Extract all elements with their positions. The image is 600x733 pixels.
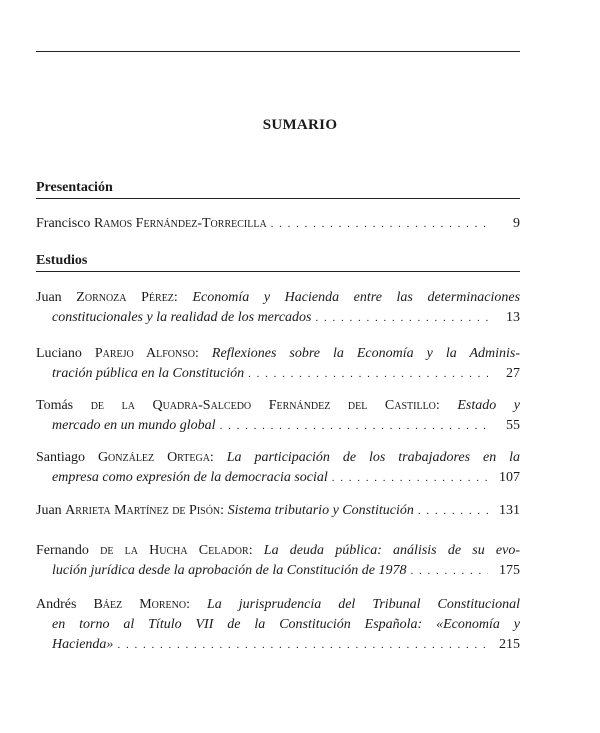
toc-entry[interactable]: Juan Zornoza Pérez: Economía y Hacienda entre las determinaciones constitucionales y la realidad de los mercados . . . 13 [36, 288, 520, 328]
article-title-cont: Hacienda» [52, 637, 114, 652]
toc-entry[interactable]: Andrés Báez Moreno: La jurisprudencia del Tribunal Constitucional en torno al Título VII de la Constitución Española: «Economía y Hacienda» . . . 215 [36, 595, 520, 655]
article-title-cont: lución jurídica desde la aprobación de la Constitución de 1978 [52, 563, 407, 578]
article-title-cont: mercado en un mundo global [52, 418, 216, 433]
leader-dots [418, 501, 488, 521]
article-title: Sistema tributario y Constitución [227, 503, 414, 518]
article-title: La jurisprudencia del Tribunal Constitucional [207, 597, 521, 612]
leader-dots [271, 214, 488, 234]
author-last: González Ortega [97, 450, 210, 465]
author-first: Andrés [36, 597, 77, 612]
author-first: Juan [36, 503, 62, 518]
leader-dots [220, 416, 488, 436]
leader-dots [315, 308, 488, 328]
author-first: Santiago [36, 450, 85, 465]
page-number: 55 [506, 418, 520, 433]
top-rule [36, 51, 520, 52]
author-last: de la Hucha Celador [100, 543, 249, 558]
page-number: 175 [499, 563, 520, 578]
author-last: Parejo Alfonso [94, 346, 195, 361]
article-title: Reflexiones sobre la Economía y la Adminis- [211, 346, 521, 361]
leader-dots [411, 561, 489, 581]
toc-entry[interactable]: Luciano Parejo Alfonso: Reflexiones sobre la Economía y la Adminis- tración pública en la Constitución . . . 27 [36, 344, 520, 384]
author-first: Juan [36, 290, 62, 305]
author-first: Francisco [36, 216, 91, 231]
article-title-cont: constitucionales y la realidad de los mercados [52, 310, 312, 325]
author-first: Fernando [36, 543, 89, 558]
page-number: 107 [499, 470, 520, 485]
author-last: Báez Moreno [93, 597, 187, 612]
leader-dots [332, 468, 488, 488]
page-title: SUMARIO [262, 117, 338, 133]
author-first: Luciano [36, 346, 82, 361]
article-title: La deuda pública: análisis de su evo- [263, 543, 520, 558]
article-title-cont: en torno al Título VII de la Constitución Española: «Economía y [52, 617, 520, 632]
article-title-cont: empresa como expresión de la democracia social [52, 470, 328, 485]
toc-entry[interactable]: Tomás de la Quadra-Salcedo Fernández del Castillo: Estado y mercado en un mundo global . . . 55 [36, 396, 520, 436]
section-heading-estudios: Estudios [36, 253, 520, 272]
author-last: Arrieta Martínez de Pisón [65, 503, 221, 518]
leader-dots [117, 635, 488, 655]
article-title: La participación de los trabajadores en la [226, 450, 521, 465]
article-title-cont: tración pública en la Constitución [52, 366, 245, 381]
author-last: Ramos Fernández-Torrecilla [93, 216, 267, 231]
page-number: 215 [499, 637, 520, 652]
author-last: Zornoza Pérez [76, 290, 174, 305]
leader-dots [248, 364, 488, 384]
page-number: 131 [499, 503, 520, 518]
page-number: 9 [513, 216, 520, 231]
article-title: Estado y [457, 398, 521, 413]
toc-entry[interactable] [36, 214, 520, 234]
article-title: Economía y Hacienda entre las determinaciones [192, 290, 521, 305]
page-number: 13 [506, 310, 520, 325]
toc-entry[interactable]: Santiago González Ortega: La participación de los trabajadores en la empresa como expresión de la democracia social . . . 107 [36, 448, 520, 488]
toc-entry[interactable]: Fernando de la Hucha Celador: La deuda pública: análisis de su evo- lución jurídica desde la aprobación de la Constitución de 1978 . . . 175 [36, 541, 520, 581]
section-heading-presentacion: Presentación [36, 180, 520, 199]
toc-entry[interactable]: Juan Arrieta Martínez de Pisón: Sistema tributario y Constitución . . . 131 [36, 501, 520, 521]
author-first: Tomás [36, 398, 74, 413]
page-number: 27 [506, 366, 520, 381]
author-last: de la Quadra-Salcedo Fernández del Castillo [90, 398, 436, 413]
